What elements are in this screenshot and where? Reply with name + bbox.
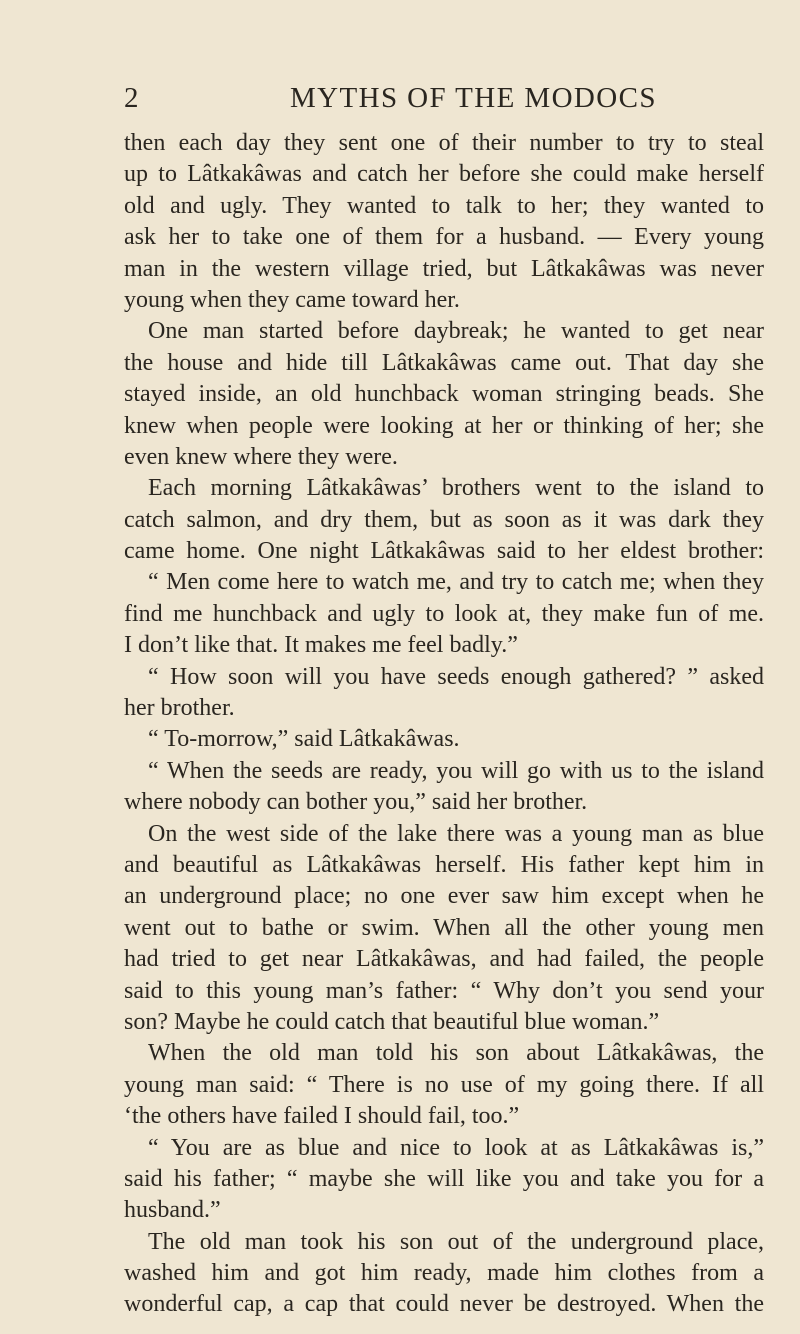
text-line: came home. One night Lâtkakâwas said to her eldest brother: [124, 538, 764, 565]
text-line: up to Lâtkakâwas and catch her before she could make herself [124, 161, 764, 188]
text-line: said his father; “ maybe she will like you and take you for a [124, 1165, 764, 1192]
text-line: son? Maybe he could catch that beautiful blue woman.” [124, 1008, 660, 1035]
page-number: 2 [124, 82, 139, 114]
text-line: washed him and got him ready, made him clothes from a [124, 1260, 764, 1287]
text-line: husband.” [124, 1197, 221, 1224]
text-line: even knew where they were. [124, 443, 398, 470]
text-line: ask her to take one of them for a husband. — Every young [124, 224, 764, 251]
page-header [0, 78, 800, 118]
text-line: young when they came toward her. [124, 286, 460, 313]
text-line: On the west side of the lake there was a young man as blue [148, 820, 764, 847]
body-text [124, 128, 764, 1321]
text-line: catch salmon, and dry them, but as soon as it was dark they [124, 506, 764, 533]
text-line: “ How soon will you have seeds enough gathered? ” asked [148, 663, 764, 690]
text-line: then each day they sent one of their number to try to steal [124, 130, 764, 156]
text-line: young man said: “ There is no use of my going there. If all [124, 1071, 764, 1098]
text-line: where nobody can bother you,” said her brother. [124, 789, 588, 816]
text-line: “ To-morrow,” said Lâtkakâwas. [148, 726, 460, 753]
running-head: MYTHS OF THE MODOCS [290, 82, 657, 114]
text-line: the house and hide till Lâtkakâwas came out. That day she [124, 349, 764, 376]
text-line: knew when people were looking at her or thinking of her; she [124, 412, 764, 439]
text-line: When the old man told his son about Lâtkakâwas, the [148, 1040, 764, 1067]
text-line: Each morning Lâtkakâwas’ brothers went to the island to [148, 475, 764, 502]
text-line: wonderful cap, a cap that could never be destroyed. When the [124, 1291, 764, 1318]
text-line: ‘the others have failed I should fail, too.” [124, 1103, 520, 1130]
text-line: “ You are as blue and nice to look at as Lâtkakâwas is,” [148, 1134, 764, 1161]
text-line: I don’t like that. It makes me feel badly.” [124, 632, 518, 659]
text-line: One man started before daybreak; he wanted to get near [148, 318, 764, 345]
text-line: and beautiful as Lâtkakâwas herself. His father kept him in [124, 851, 764, 878]
text-line: “ When the seeds are ready, you will go with us to the island [148, 757, 764, 784]
text-line: find me hunchback and ugly to look at, they make fun of me. [124, 600, 764, 627]
text-line: man in the western village tried, but Lâtkakâwas was never [124, 255, 764, 282]
text-line: had tried to get near Lâtkakâwas, and had failed, the people [124, 946, 764, 973]
text-line: The old man took his son out of the underground place, [148, 1228, 764, 1255]
text-line: went out to bathe or swim. When all the other young men [124, 914, 764, 941]
text-line: old and ugly. They wanted to talk to her; they wanted to [124, 192, 764, 219]
text-line: an underground place; no one ever saw him except when he [124, 883, 764, 910]
text-line: her brother. [124, 695, 235, 722]
text-line: said to this young man’s father: “ Why don’t you send your [124, 977, 764, 1004]
text-line: “ Men come here to watch me, and try to catch me; when they [148, 569, 764, 596]
text-line: stayed inside, an old hunchback woman stringing beads. She [124, 381, 764, 408]
